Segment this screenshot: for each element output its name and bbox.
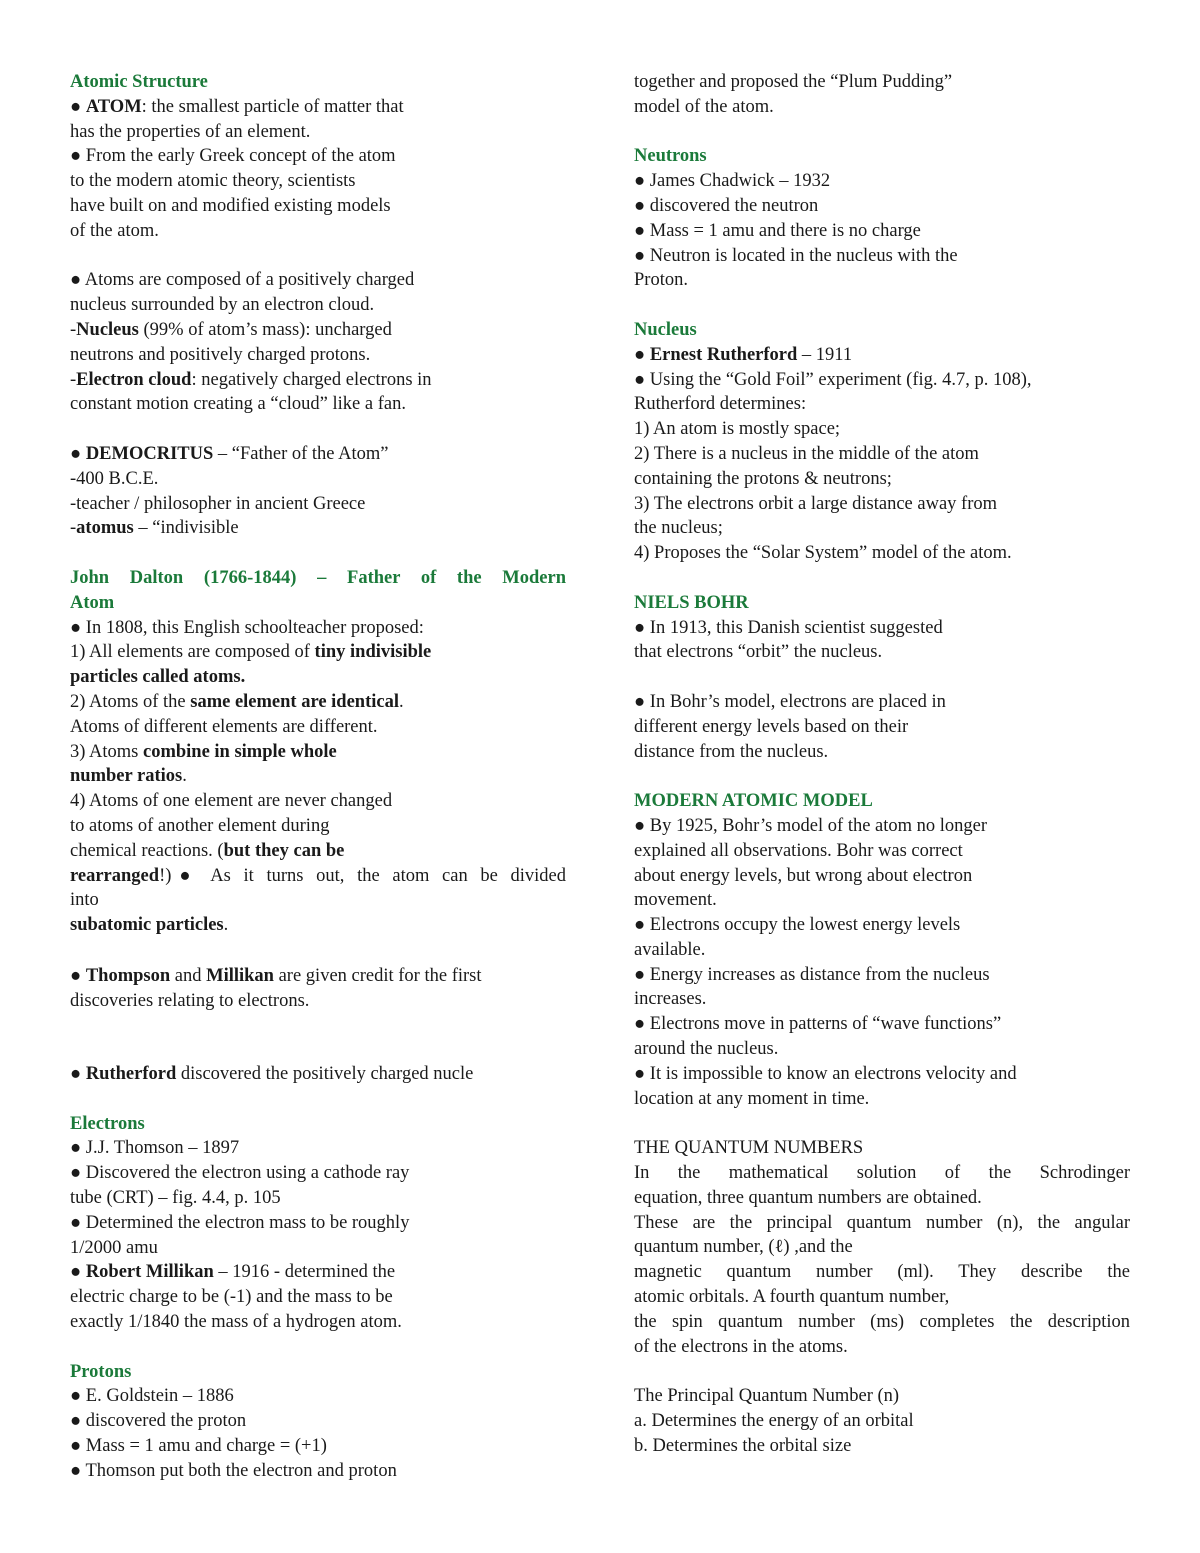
text-line: about energy levels, but wrong about electron: [634, 865, 973, 886]
text-line: ● Thomson put both the electron and proton: [70, 1460, 397, 1481]
text-line: electric charge to be (-1) and the mass to be: [70, 1287, 393, 1308]
text-line: ● Robert Millikan – 1916 - determined the: [70, 1262, 396, 1283]
text-line: explained all observations. Bohr was correct: [634, 840, 963, 861]
text-line: ● By 1925, Bohr’s model of the atom no longer: [634, 815, 988, 836]
text-line: ● Neutron is located in the nucleus with the: [634, 245, 958, 266]
text-line: 1/2000 amu: [70, 1237, 158, 1258]
text-line: ● In 1808, this English schoolteacher proposed:: [70, 617, 424, 638]
text-line: quantum number, (ℓ) ,and the: [634, 1237, 853, 1258]
heading-quantum-numbers: THE QUANTUM NUMBERS: [634, 1138, 864, 1159]
text-line: around the nucleus.: [634, 1039, 779, 1060]
text-line: ● Using the “Gold Foil” experiment (fig. 4.7, p. 108),: [634, 369, 1032, 390]
text-line: of the electrons in the atoms.: [634, 1336, 848, 1357]
text-line: ● discovered the neutron: [634, 195, 819, 216]
text-line: ● Thompson and Millikan are given credit for the first: [70, 965, 482, 986]
heading-dalton-cont: Atom: [70, 592, 115, 613]
text-line: ● James Chadwick – 1932: [634, 171, 831, 192]
text-line: tube (CRT) – fig. 4.4, p. 105: [70, 1187, 281, 1208]
text-line: 3) The electrons orbit a large distance away from: [634, 493, 998, 514]
text-line: movement.: [634, 890, 717, 911]
heading-niels-bohr: NIELS BOHR: [634, 592, 749, 613]
text-line: constant motion creating a “cloud” like a fan.: [70, 394, 406, 415]
text-line: rearranged!)● As it turns out, the atom can be divided: [70, 865, 566, 886]
heading-modern-atomic-model: MODERN ATOMIC MODEL: [634, 791, 873, 812]
text-line: discoveries relating to electrons.: [70, 990, 310, 1011]
text-line: ● Discovered the electron using a cathode ray: [70, 1163, 410, 1184]
left-column: [70, 70, 566, 1484]
text-line: containing the protons & neutrons;: [634, 468, 892, 489]
text-line: distance from the nucleus.: [634, 741, 829, 762]
text-line: different energy levels based on their: [634, 716, 909, 737]
text-line: into: [70, 890, 99, 911]
text-line: ● In Bohr’s model, electrons are placed in: [634, 691, 946, 712]
text-line: exactly 1/1840 the mass of a hydrogen atom.: [70, 1311, 402, 1332]
text-line: have built on and modified existing models: [70, 195, 391, 216]
text-line: particles called atoms.: [70, 667, 246, 688]
text-line: 2) Atoms of the same element are identical.: [70, 691, 404, 712]
text-line: ● Electrons move in patterns of “wave functions”: [634, 1014, 1002, 1035]
heading-dalton: John Dalton (1766-1844) – Father of the Modern: [70, 567, 566, 588]
text-line: together and proposed the “Plum Pudding”: [634, 72, 953, 92]
text-line: ● Atoms are composed of a positively charged: [70, 270, 415, 291]
text-line: ● E. Goldstein – 1886: [70, 1386, 234, 1407]
text-line: location at any moment in time.: [634, 1088, 870, 1109]
text-line: These are the principal quantum number (n), the angular: [634, 1212, 1130, 1233]
text-line: increases.: [634, 989, 707, 1010]
text-line: 4) Atoms of one element are never changed: [70, 791, 393, 812]
text-line: has the properties of an element.: [70, 121, 311, 142]
text-line: -Nucleus (99% of atom’s mass): uncharged: [70, 319, 392, 340]
text-line: ● DEMOCRITUS – “Father of the Atom”: [70, 443, 389, 464]
text-line: ● In 1913, this Danish scientist suggested: [634, 617, 943, 638]
text-line: b. Determines the orbital size: [634, 1435, 852, 1456]
text-line: of the atom.: [70, 220, 159, 241]
text-line: the spin quantum number (ms) completes the description: [634, 1311, 1130, 1332]
text-line: chemical reactions. (but they can be: [70, 840, 345, 861]
text-line: ● Mass = 1 amu and charge = (+1): [70, 1435, 327, 1456]
text-line: Rutherford determines:: [634, 394, 807, 415]
heading-nucleus: Nucleus: [634, 319, 697, 340]
text-line: 3) Atoms combine in simple whole: [70, 741, 337, 762]
text-line: ● It is impossible to know an electrons velocity and: [634, 1063, 1017, 1084]
text-line: atomic orbitals. A fourth quantum number,: [634, 1287, 950, 1308]
text-line: the nucleus;: [634, 518, 723, 539]
text-line: Proton.: [634, 270, 688, 291]
text-line: 4) Proposes the “Solar System” model of the atom.: [634, 543, 1012, 564]
text-line: to atoms of another element during: [70, 815, 330, 836]
text-line: model of the atom.: [634, 96, 774, 117]
text-line: -400 B.C.E.: [70, 468, 159, 489]
text-line: 1) An atom is mostly space;: [634, 419, 841, 440]
heading-electrons: Electrons: [70, 1113, 145, 1134]
text-line: ● Rutherford discovered the positively charged nucle: [70, 1063, 474, 1084]
right-column: [634, 70, 1130, 1459]
heading-neutrons: Neutrons: [634, 146, 707, 167]
text-line: Atoms of different elements are different.: [70, 716, 378, 737]
text-line: ● discovered the proton: [70, 1411, 247, 1432]
text-line: ● Ernest Rutherford – 1911: [634, 344, 853, 365]
text-line: ● Mass = 1 amu and there is no charge: [634, 220, 921, 241]
text-line: ● Energy increases as distance from the nucleus: [634, 964, 990, 985]
text-line: a. Determines the energy of an orbital: [634, 1411, 914, 1432]
text-line: nucleus surrounded by an electron cloud.: [70, 295, 375, 316]
text-line: -atomus – “indivisible: [70, 518, 239, 539]
text-line: ● From the early Greek concept of the atom: [70, 146, 396, 167]
text-line: 1) All elements are composed of tiny indivisible: [70, 642, 432, 663]
text-line: magnetic quantum number (ml). They describe the: [634, 1262, 1130, 1283]
heading-protons: Protons: [70, 1361, 132, 1382]
text-line: The Principal Quantum Number (n): [634, 1386, 900, 1407]
text-line: number ratios.: [70, 766, 187, 787]
text-line: equation, three quantum numbers are obtained.: [634, 1187, 982, 1208]
text-line: In the mathematical solution of the Schrodinger: [634, 1163, 1130, 1184]
text-line: -teacher / philosopher in ancient Greece: [70, 493, 366, 514]
text-line: that electrons “orbit” the nucleus.: [634, 642, 883, 663]
text-line: -Electron cloud: negatively charged electrons in: [70, 369, 432, 390]
text-line: ● Determined the electron mass to be roughly: [70, 1212, 410, 1233]
text-line: ● Electrons occupy the lowest energy levels: [634, 915, 961, 936]
text-line: ● ATOM: the smallest particle of matter that: [70, 96, 404, 117]
text-line: to the modern atomic theory, scientists: [70, 171, 356, 192]
text-line: available.: [634, 939, 706, 960]
text-line: neutrons and positively charged protons.: [70, 344, 371, 365]
heading-atomic-structure: Atomic Structure: [70, 72, 208, 92]
text-line: 2) There is a nucleus in the middle of the atom: [634, 443, 979, 464]
text-line: subatomic particles.: [70, 915, 229, 936]
text-line: ● J.J. Thomson – 1897: [70, 1138, 240, 1159]
